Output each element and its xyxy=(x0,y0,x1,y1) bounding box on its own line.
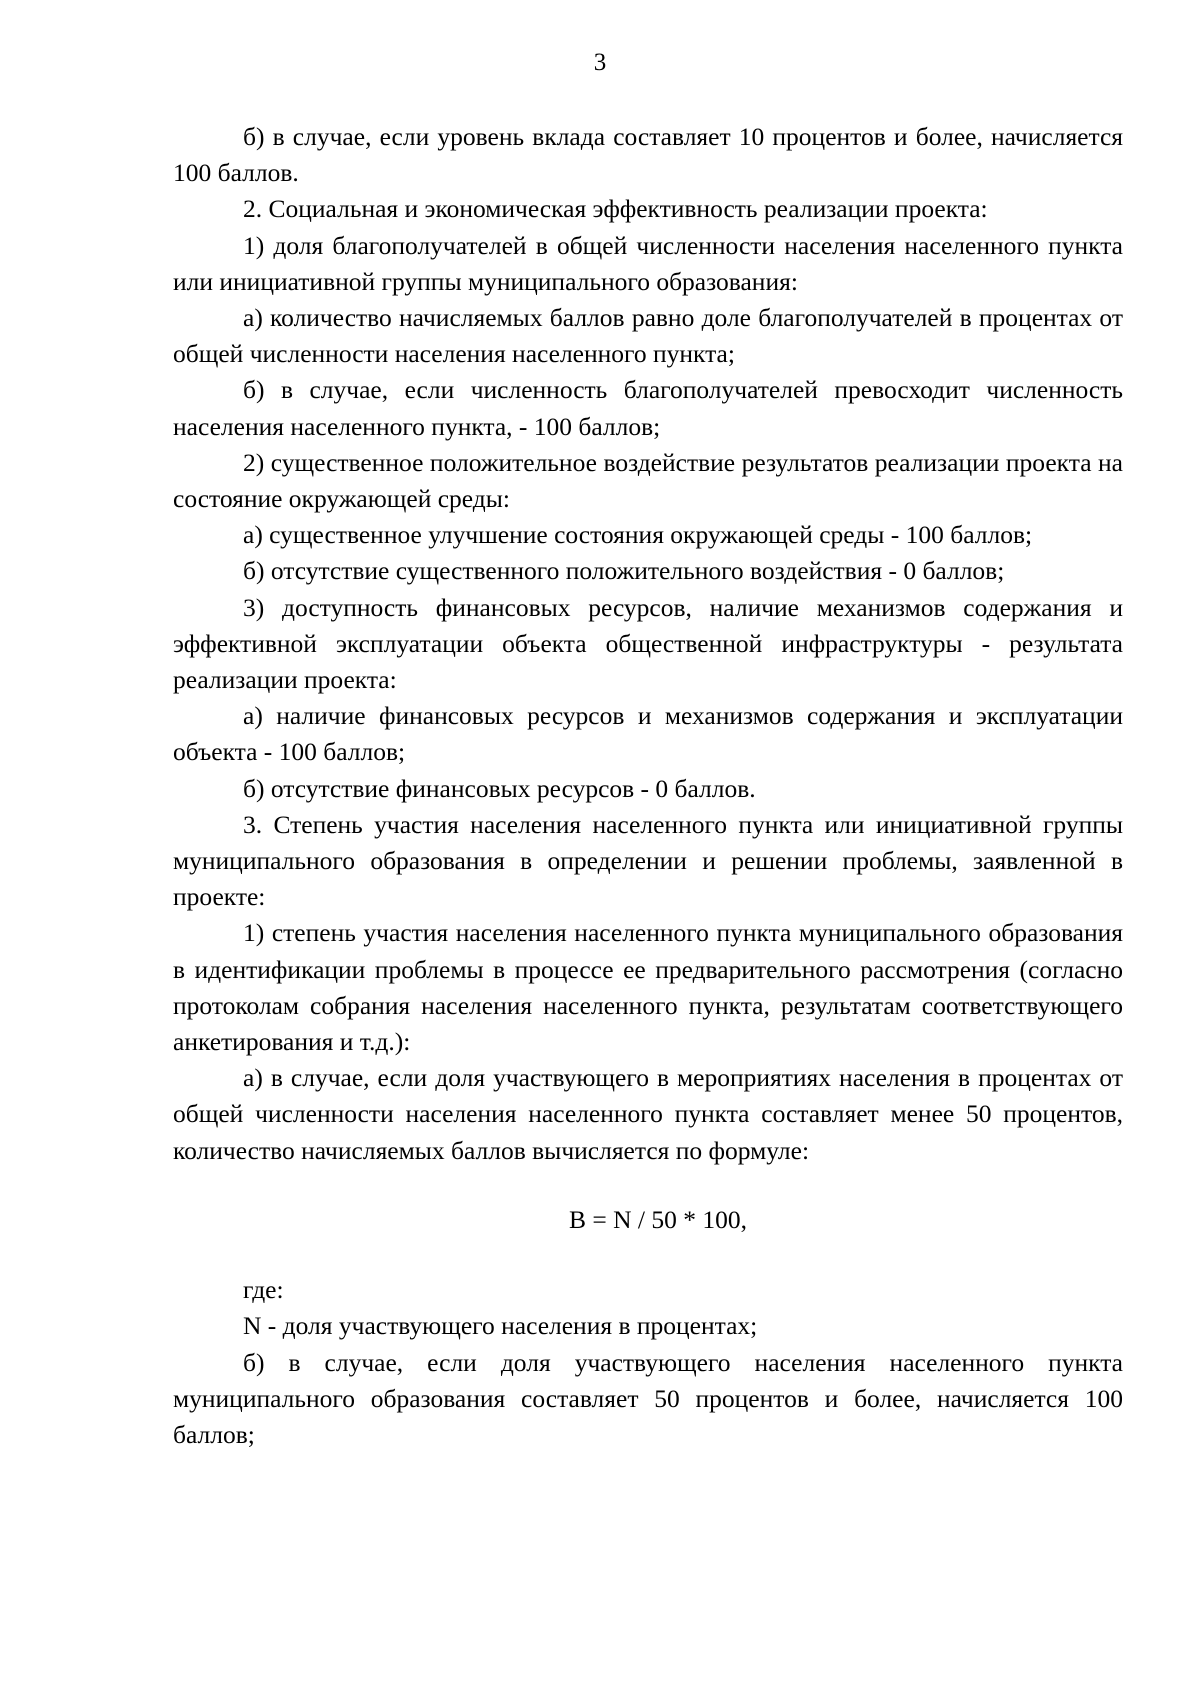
paragraph-n-definition: N - доля участвующего населения в процентах; xyxy=(243,1311,758,1341)
paragraph-2-3b: б) отсутствие финансовых ресурсов - 0 баллов. xyxy=(243,773,756,803)
paragraph-section-3-heading: 3. Степень участия населения населенного пункта или инициативной группы муниципального образования в определении и решении проблемы, заявленной в проекте: xyxy=(173,809,1123,912)
document-body xyxy=(173,119,1123,1453)
paragraph-2-3-financial: 3) доступность финансовых ресурсов, наличие механизмов содержания и эффективной эксплуатации объекта общественной инфраструктуры - результата реализации проекта: xyxy=(173,592,1123,695)
paragraph-2-1b: б) в случае, если численность благополучателей превосходит численность населения населенного пункта, - 100 баллов; xyxy=(173,375,1123,441)
paragraph-2-3a: а) наличие финансовых ресурсов и механизмов содержания и эксплуатации объекта - 100 баллов; xyxy=(173,701,1123,767)
formula: B = N / 50 * 100, xyxy=(568,1204,747,1234)
paragraph-1b-contribution: б) в случае, если уровень вклада составляет 10 процентов и более, начисляется 100 баллов. xyxy=(173,122,1123,188)
paragraph-3-1a: а) в случае, если доля участвующего в мероприятиях населения в процентах от общей численности населения населенного пункта составляет менее 50 процентов, количество начисляемых баллов вычисляется по формуле: xyxy=(173,1063,1123,1165)
paragraph-2-2-environment: 2) существенное положительное воздействие результатов реализации проекта на состояние окружающей среды: xyxy=(173,447,1123,514)
paragraph-2-2a: а) существенное улучшение состояния окружающей среды - 100 баллов; xyxy=(243,520,1033,550)
paragraph-3-1-participation: 1) степень участия населения населенного пункта муниципального образования в идентификации проблемы в процессе ее предварительного рассмотрения (согласно протоколам собрания населения населенного пункта, результатам соответствующего анкетирования и т.д.): xyxy=(173,918,1123,1057)
paragraph-2-1-beneficiaries: 1) доля благополучателей в общей численности населения населенного пункта или инициативной группы муниципального образования: xyxy=(173,230,1123,296)
page-number: 3 xyxy=(593,49,607,76)
paragraph-2-2b: б) отсутствие существенного положительного воздействия - 0 баллов; xyxy=(243,556,1005,586)
paragraph-section-2-heading: 2. Социальная и экономическая эффективность реализации проекта: xyxy=(243,194,988,224)
paragraph-2-1a: а) количество начисляемых баллов равно доле благополучателей в процентах от общей численности населения населенного пункта; xyxy=(173,303,1123,369)
paragraph-where: где: xyxy=(243,1275,284,1305)
paragraph-3-1b: б) в случае, если доля участвующего населения населенного пункта муниципального образования составляет 50 процентов и более, начисляется 100 баллов; xyxy=(173,1347,1123,1449)
